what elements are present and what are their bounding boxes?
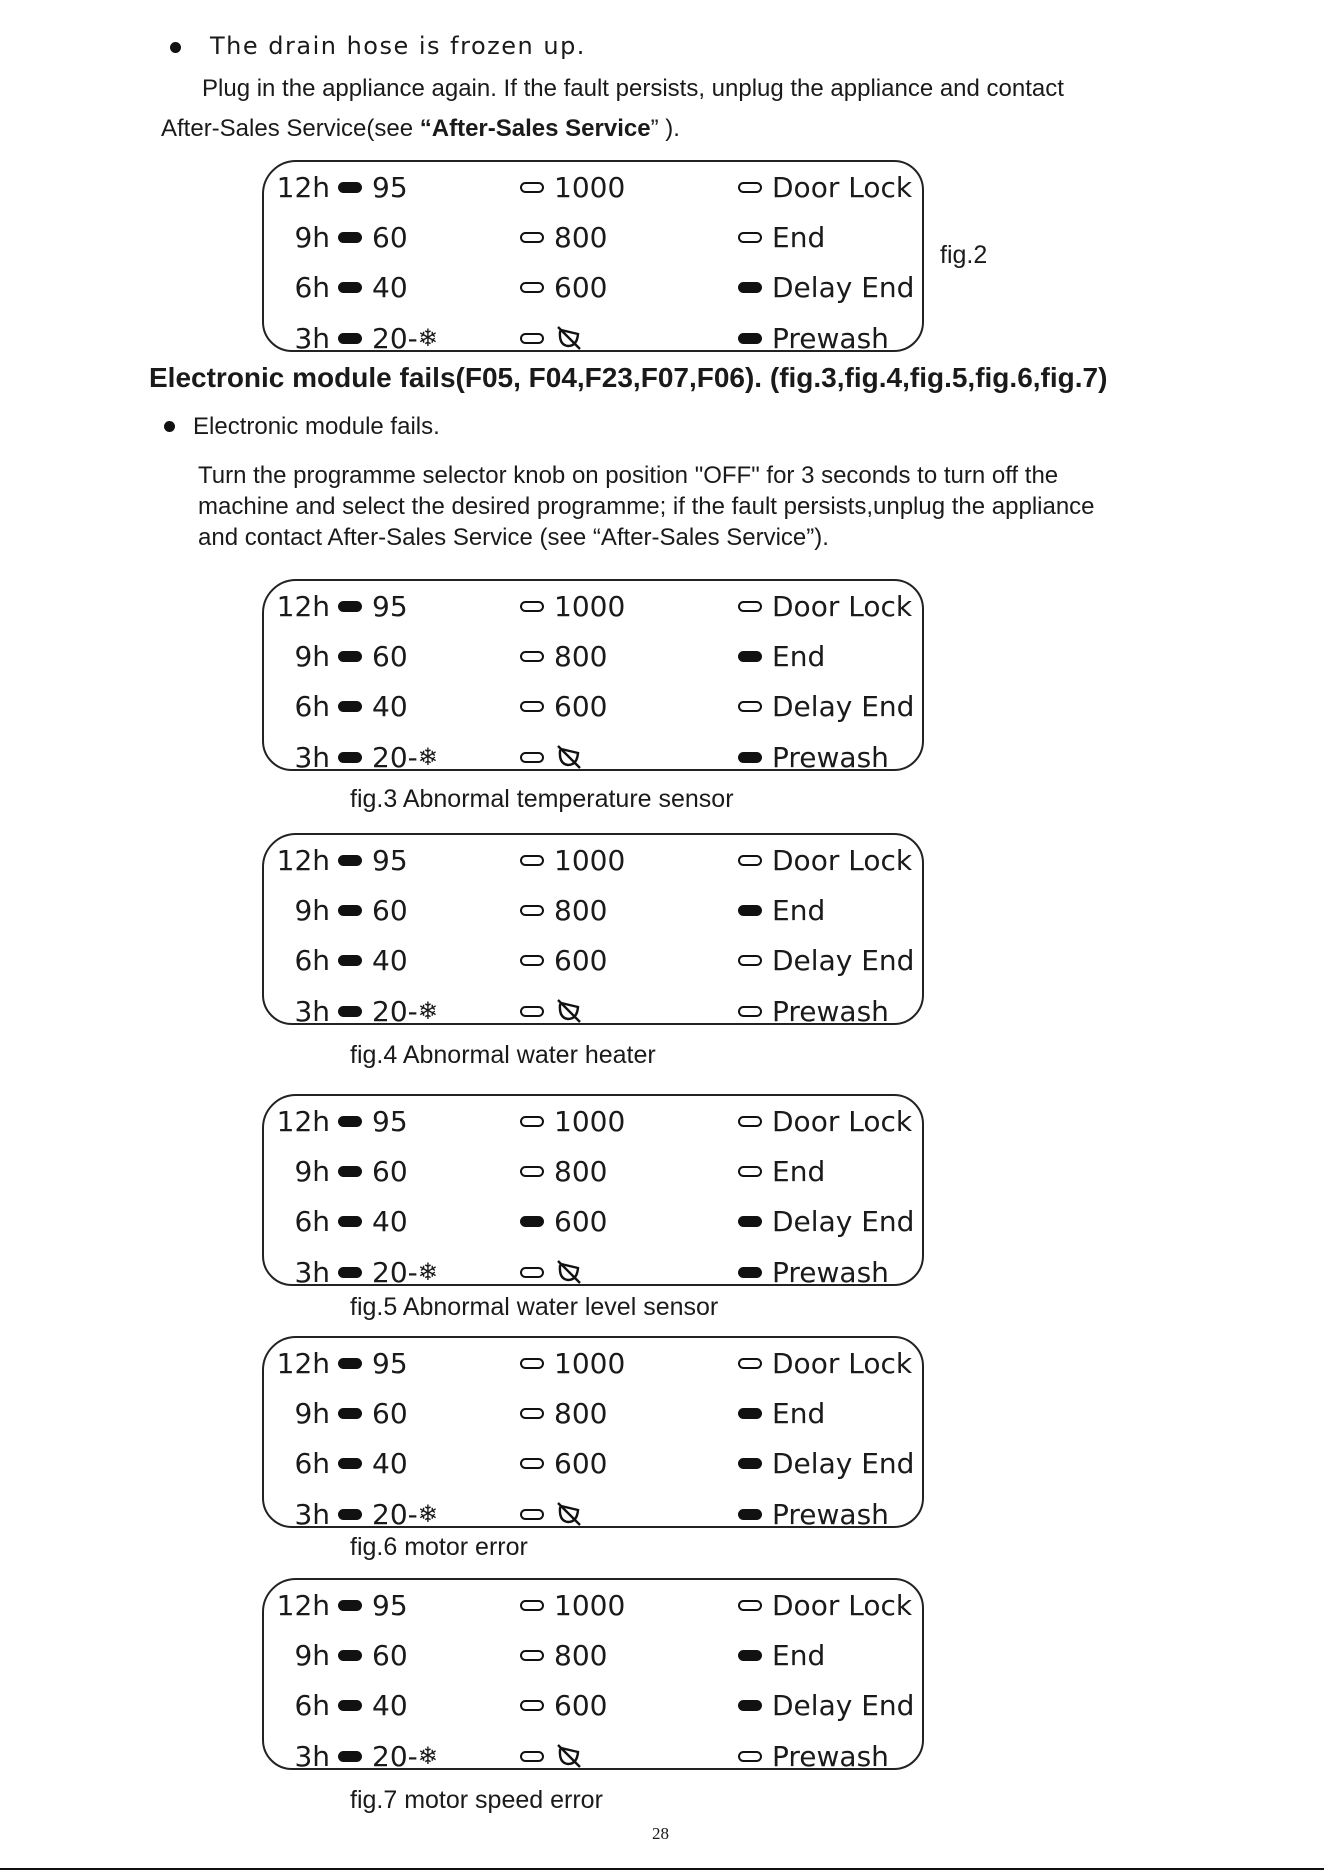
indicator-led-on <box>338 1116 362 1127</box>
spin-speed-cell <box>520 1388 607 1438</box>
fig2-caption: fig.2 <box>940 241 988 269</box>
spin-speed-label: 600 <box>554 1446 608 1480</box>
status-cell <box>738 1338 912 1388</box>
indicator-led-on <box>338 1600 362 1611</box>
delay-hours-label: 9h <box>294 1154 330 1188</box>
spin-speed-label: 800 <box>554 220 608 254</box>
indicator-led-on <box>338 282 362 293</box>
spin-speed-cell <box>520 262 607 312</box>
status-cell <box>738 631 825 681</box>
panel-row <box>264 681 922 731</box>
intro-line-2 <box>161 114 680 144</box>
spin-speed-cell <box>520 1489 584 1539</box>
fig5-caption: fig.5 Abnormal water level sensor <box>350 1293 719 1321</box>
spin-speed-cell <box>520 732 584 782</box>
delay-temp-cell <box>274 581 408 631</box>
delay-hours-label: 3h <box>294 1255 330 1289</box>
indicator-led-off <box>520 1600 544 1611</box>
status-label: End <box>772 639 826 673</box>
indicator-led-off <box>520 333 544 344</box>
status-cell <box>738 681 914 731</box>
temperature-label: 20- <box>372 994 418 1028</box>
delay-hours-label: 6h <box>294 943 330 977</box>
indicator-led-off <box>520 905 544 916</box>
panel-row <box>264 581 922 631</box>
delay-temp-cell <box>274 1680 408 1730</box>
indicator-led-on <box>338 1216 362 1227</box>
indicator-led-off <box>738 955 762 966</box>
status-cell <box>738 581 912 631</box>
spin-speed-cell <box>520 313 584 363</box>
status-label: End <box>772 893 826 927</box>
temperature-label: 95 <box>372 589 408 623</box>
snowflake-icon: ❄ <box>417 1500 438 1528</box>
status-cell <box>738 1580 912 1630</box>
status-label: End <box>772 1638 826 1672</box>
snowflake-icon: ❄ <box>417 743 438 771</box>
status-label: Delay End <box>772 270 915 304</box>
display-panel-fig3 <box>262 579 924 774</box>
indicator-led-off <box>738 1006 762 1017</box>
delay-hours-label: 12h <box>276 843 330 877</box>
delay-hours-label: 12h <box>276 589 330 623</box>
status-label: Prewash <box>772 740 889 774</box>
spin-speed-cell <box>520 1247 584 1297</box>
display-panel-fig5 <box>262 1094 924 1289</box>
spin-speed-cell <box>520 1096 625 1146</box>
temperature-label: 95 <box>372 843 408 877</box>
indicator-led-off <box>738 1166 762 1177</box>
panel-row <box>264 1338 922 1388</box>
status-label: Delay End <box>772 943 915 977</box>
spin-speed-cell <box>520 1196 607 1246</box>
temperature-label: 95 <box>372 1588 408 1622</box>
indicator-led-on <box>338 855 362 866</box>
display-panel-fig6 <box>262 1336 924 1531</box>
indicator-led-on <box>738 1267 762 1278</box>
indicator-led-off <box>520 1509 544 1520</box>
indicator-led-on <box>338 333 362 344</box>
indicator-led-off <box>520 955 544 966</box>
indicator-led-on <box>338 1267 362 1278</box>
delay-hours-label: 6h <box>294 1688 330 1722</box>
no-iron-icon <box>554 742 584 772</box>
intro-line-1: Plug in the appliance again. If the fault persists, unplug the appliance and contact <box>202 75 1064 102</box>
status-label: Prewash <box>772 1497 889 1531</box>
status-cell <box>738 885 825 935</box>
panel-row <box>264 1489 922 1539</box>
indicator-led-off <box>738 1600 762 1611</box>
spin-speed-label: 600 <box>554 1204 608 1238</box>
delay-hours-label: 12h <box>276 1346 330 1380</box>
indicator-led-on <box>338 1006 362 1017</box>
indicator-led-on <box>338 1700 362 1711</box>
delay-temp-cell <box>274 835 408 885</box>
indicator-led-off <box>520 232 544 243</box>
delay-hours-label: 12h <box>276 1588 330 1622</box>
spin-speed-label: 600 <box>554 689 608 723</box>
spin-speed-label: 800 <box>554 1638 608 1672</box>
indicator-led-on <box>338 651 362 662</box>
temperature-label: 20- <box>372 1497 418 1531</box>
status-cell <box>738 1731 889 1781</box>
status-cell <box>738 835 912 885</box>
spin-speed-cell <box>520 681 607 731</box>
status-label: End <box>772 1154 826 1188</box>
panel-row <box>264 1438 922 1488</box>
indicator-led-off <box>520 1267 544 1278</box>
status-cell <box>738 732 889 782</box>
delay-hours-label: 9h <box>294 639 330 673</box>
panel-row <box>264 1680 922 1730</box>
status-label: Door Lock <box>772 170 913 204</box>
spin-speed-label: 1000 <box>554 589 626 623</box>
instruction-line-3: and contact After-Sales Service (see “After-Sales Service”). <box>198 524 829 551</box>
spin-speed-label: 1000 <box>554 170 626 204</box>
delay-hours-label: 6h <box>294 1204 330 1238</box>
temperature-label: 20- <box>372 740 418 774</box>
delay-temp-cell <box>274 1338 408 1388</box>
spin-speed-label: 800 <box>554 893 608 927</box>
delay-hours-label: 9h <box>294 1396 330 1430</box>
indicator-led-on <box>338 182 362 193</box>
intro-line-2-prefix: After-Sales Service(see <box>161 115 420 142</box>
status-label: Delay End <box>772 1688 915 1722</box>
spin-speed-cell <box>520 581 625 631</box>
indicator-led-on <box>338 701 362 712</box>
delay-temp-cell <box>274 1146 408 1196</box>
display-panel-fig7 <box>262 1578 924 1773</box>
indicator-led-on <box>338 1166 362 1177</box>
indicator-led-on <box>738 333 762 344</box>
indicator-led-off <box>520 1006 544 1017</box>
status-label: Door Lock <box>772 1346 913 1380</box>
spin-speed-label: 600 <box>554 1688 608 1722</box>
status-label: Prewash <box>772 1739 889 1773</box>
snowflake-icon: ❄ <box>417 1742 438 1770</box>
status-label: Prewash <box>772 994 889 1028</box>
fig4-caption: fig.4 Abnormal water heater <box>350 1041 656 1069</box>
indicator-led-on <box>738 1216 762 1227</box>
temperature-label: 60 <box>372 1396 408 1430</box>
spin-speed-cell <box>520 1630 607 1680</box>
indicator-led-off <box>738 1751 762 1762</box>
delay-temp-cell <box>274 1196 408 1246</box>
delay-temp-cell <box>274 1438 408 1488</box>
temperature-label: 95 <box>372 170 408 204</box>
indicator-led-on <box>338 232 362 243</box>
panel-row <box>264 162 922 212</box>
indicator-led-on <box>338 1751 362 1762</box>
indicator-led-off <box>520 1458 544 1469</box>
instruction-line-2: machine and select the desired programme; if the fault persists,unplug the appliance <box>198 493 1095 520</box>
status-cell <box>738 1438 914 1488</box>
instruction-line-1: Turn the programme selector knob on position "OFF" for 3 seconds to turn off the <box>198 462 1059 489</box>
spin-speed-cell <box>520 1731 584 1781</box>
delay-hours-label: 6h <box>294 270 330 304</box>
indicator-led-on <box>338 1650 362 1661</box>
indicator-led-off <box>738 1116 762 1127</box>
panel-row <box>264 1731 922 1781</box>
fig7-caption: fig.7 motor speed error <box>350 1786 603 1814</box>
indicator-led-off <box>520 1650 544 1661</box>
status-cell <box>738 1630 825 1680</box>
no-iron-icon <box>554 1499 584 1529</box>
display-panel-fig4 <box>262 833 924 1028</box>
intro-line-2-suffix: ” ). <box>650 115 680 142</box>
indicator-led-on <box>338 955 362 966</box>
indicator-led-on <box>338 1358 362 1369</box>
indicator-led-on <box>738 1650 762 1661</box>
spin-speed-cell <box>520 935 607 985</box>
status-cell <box>738 313 889 363</box>
indicator-led-off <box>738 701 762 712</box>
delay-temp-cell <box>274 631 408 681</box>
indicator-led-off <box>520 1700 544 1711</box>
spin-speed-cell <box>520 162 625 212</box>
spin-speed-cell <box>520 1680 607 1730</box>
panel-row <box>264 631 922 681</box>
delay-temp-cell <box>274 885 408 935</box>
temperature-label: 60 <box>372 1154 408 1188</box>
status-cell <box>738 162 912 212</box>
status-cell <box>738 1196 914 1246</box>
spin-speed-cell <box>520 1338 625 1388</box>
indicator-led-off <box>520 601 544 612</box>
status-label: Delay End <box>772 1204 915 1238</box>
delay-temp-cell <box>274 986 438 1036</box>
delay-temp-cell <box>274 1096 408 1146</box>
delay-temp-cell <box>274 313 438 363</box>
delay-temp-cell <box>274 935 408 985</box>
temperature-label: 60 <box>372 1638 408 1672</box>
drain-hose-bullet-text: The drain hose is frozen up. <box>210 32 586 60</box>
temperature-label: 20- <box>372 321 418 355</box>
indicator-led-on <box>738 1458 762 1469</box>
status-label: Door Lock <box>772 1104 913 1138</box>
delay-temp-cell <box>274 1489 438 1539</box>
indicator-led-on <box>520 1216 544 1227</box>
temperature-label: 95 <box>372 1104 408 1138</box>
indicator-led-off <box>520 651 544 662</box>
delay-hours-label: 3h <box>294 1739 330 1773</box>
status-label: Delay End <box>772 689 915 723</box>
spin-speed-cell <box>520 986 584 1036</box>
indicator-led-off <box>520 1358 544 1369</box>
delay-hours-label: 9h <box>294 220 330 254</box>
status-label: Delay End <box>772 1446 915 1480</box>
status-label: End <box>772 220 826 254</box>
status-cell <box>738 1680 914 1730</box>
temperature-label: 40 <box>372 1446 408 1480</box>
panel-row <box>264 262 922 312</box>
fig3-caption: fig.3 Abnormal temperature sensor <box>350 785 734 813</box>
spin-speed-cell <box>520 631 607 681</box>
delay-temp-cell <box>274 262 408 312</box>
temperature-label: 40 <box>372 270 408 304</box>
panel-row <box>264 1580 922 1630</box>
spin-speed-cell <box>520 1146 607 1196</box>
delay-temp-cell <box>274 1247 438 1297</box>
spin-speed-cell <box>520 212 607 262</box>
status-label: Prewash <box>772 321 889 355</box>
indicator-led-off <box>738 855 762 866</box>
status-label: Prewash <box>772 1255 889 1289</box>
status-cell <box>738 262 914 312</box>
section-heading: Electronic module fails(F05, F04,F23,F07,F06). (fig.3,fig.4,fig.5,fig.6,fig.7) <box>149 362 1108 393</box>
status-cell <box>738 1388 825 1438</box>
spin-speed-cell <box>520 885 607 935</box>
temperature-label: 95 <box>372 1346 408 1380</box>
snowflake-icon: ❄ <box>417 1258 438 1286</box>
delay-temp-cell <box>274 732 438 782</box>
delay-temp-cell <box>274 681 408 731</box>
indicator-led-off <box>738 1358 762 1369</box>
spin-speed-cell <box>520 1438 607 1488</box>
panel-row <box>264 835 922 885</box>
status-cell <box>738 1247 889 1297</box>
status-cell <box>738 212 825 262</box>
indicator-led-on <box>338 752 362 763</box>
page-number: 28 <box>652 1824 669 1843</box>
indicator-led-off <box>520 855 544 866</box>
indicator-led-off <box>520 752 544 763</box>
page-bottom-rule <box>0 1868 1324 1870</box>
indicator-led-on <box>738 651 762 662</box>
spin-speed-label: 1000 <box>554 1346 626 1380</box>
status-cell <box>738 1096 912 1146</box>
delay-hours-label: 3h <box>294 1497 330 1531</box>
delay-temp-cell <box>274 1580 408 1630</box>
bullet-dot <box>164 421 175 432</box>
delay-temp-cell <box>274 1388 408 1438</box>
status-label: Door Lock <box>772 843 913 877</box>
temperature-label: 60 <box>372 639 408 673</box>
panel-row <box>264 732 922 782</box>
spin-speed-cell <box>520 1580 625 1630</box>
spin-speed-label: 800 <box>554 639 608 673</box>
panel-row <box>264 1630 922 1680</box>
panel-row <box>264 1196 922 1246</box>
panel-row <box>264 212 922 262</box>
fig6-caption: fig.6 motor error <box>350 1533 528 1561</box>
indicator-led-off <box>738 232 762 243</box>
status-cell <box>738 1146 825 1196</box>
indicator-led-on <box>338 1458 362 1469</box>
indicator-led-off <box>520 1751 544 1762</box>
indicator-led-on <box>738 1700 762 1711</box>
snowflake-icon: ❄ <box>417 324 438 352</box>
indicator-led-on <box>738 282 762 293</box>
delay-hours-label: 12h <box>276 1104 330 1138</box>
temperature-label: 20- <box>372 1255 418 1289</box>
spin-speed-label: 600 <box>554 270 608 304</box>
spin-speed-label: 1000 <box>554 843 626 877</box>
spin-speed-label: 600 <box>554 943 608 977</box>
indicator-led-off <box>738 182 762 193</box>
indicator-led-off <box>520 1408 544 1419</box>
indicator-led-on <box>738 1408 762 1419</box>
panel-row <box>264 313 922 363</box>
temperature-label: 60 <box>372 220 408 254</box>
bullet-dot <box>170 42 181 53</box>
temperature-label: 20- <box>372 1739 418 1773</box>
no-iron-icon <box>554 1257 584 1287</box>
panel-row <box>264 1146 922 1196</box>
temperature-label: 40 <box>372 943 408 977</box>
display-panel-fig2 <box>262 160 924 355</box>
indicator-led-off <box>520 282 544 293</box>
no-iron-icon <box>554 1741 584 1771</box>
status-cell <box>738 1489 889 1539</box>
delay-hours-label: 3h <box>294 994 330 1028</box>
delay-hours-label: 3h <box>294 740 330 774</box>
indicator-led-on <box>338 1509 362 1520</box>
status-label: End <box>772 1396 826 1430</box>
delay-hours-label: 9h <box>294 1638 330 1672</box>
panel-row <box>264 885 922 935</box>
temperature-label: 40 <box>372 1688 408 1722</box>
delay-hours-label: 9h <box>294 893 330 927</box>
spin-speed-label: 800 <box>554 1396 608 1430</box>
spin-speed-label: 1000 <box>554 1588 626 1622</box>
no-iron-icon <box>554 323 584 353</box>
panel-row <box>264 1247 922 1297</box>
indicator-led-off <box>738 601 762 612</box>
status-cell <box>738 935 914 985</box>
no-iron-icon <box>554 996 584 1026</box>
panel-row <box>264 935 922 985</box>
indicator-led-on <box>338 1408 362 1419</box>
indicator-led-off <box>520 1166 544 1177</box>
status-cell <box>738 986 889 1036</box>
panel-row <box>264 986 922 1036</box>
delay-temp-cell <box>274 1630 408 1680</box>
indicator-led-on <box>738 1509 762 1520</box>
delay-hours-label: 3h <box>294 321 330 355</box>
delay-temp-cell <box>274 162 408 212</box>
indicator-led-on <box>738 752 762 763</box>
indicator-led-off <box>520 701 544 712</box>
status-label: Door Lock <box>772 589 913 623</box>
temperature-label: 60 <box>372 893 408 927</box>
panel-row <box>264 1388 922 1438</box>
delay-hours-label: 6h <box>294 689 330 723</box>
indicator-led-on <box>738 905 762 916</box>
delay-hours-label: 6h <box>294 1446 330 1480</box>
delay-temp-cell <box>274 1731 438 1781</box>
spin-speed-label: 1000 <box>554 1104 626 1138</box>
indicator-led-on <box>338 601 362 612</box>
electronic-module-bullet-text: Electronic module fails. <box>193 413 440 440</box>
spin-speed-cell <box>520 835 625 885</box>
spin-speed-label: 800 <box>554 1154 608 1188</box>
delay-temp-cell <box>274 212 408 262</box>
indicator-led-off <box>520 182 544 193</box>
status-label: Door Lock <box>772 1588 913 1622</box>
delay-hours-label: 12h <box>276 170 330 204</box>
snowflake-icon: ❄ <box>417 997 438 1025</box>
indicator-led-off <box>520 1116 544 1127</box>
indicator-led-on <box>338 905 362 916</box>
temperature-label: 40 <box>372 689 408 723</box>
temperature-label: 40 <box>372 1204 408 1238</box>
panel-row <box>264 1096 922 1146</box>
after-sales-service-bold: “After-Sales Service <box>419 115 651 142</box>
